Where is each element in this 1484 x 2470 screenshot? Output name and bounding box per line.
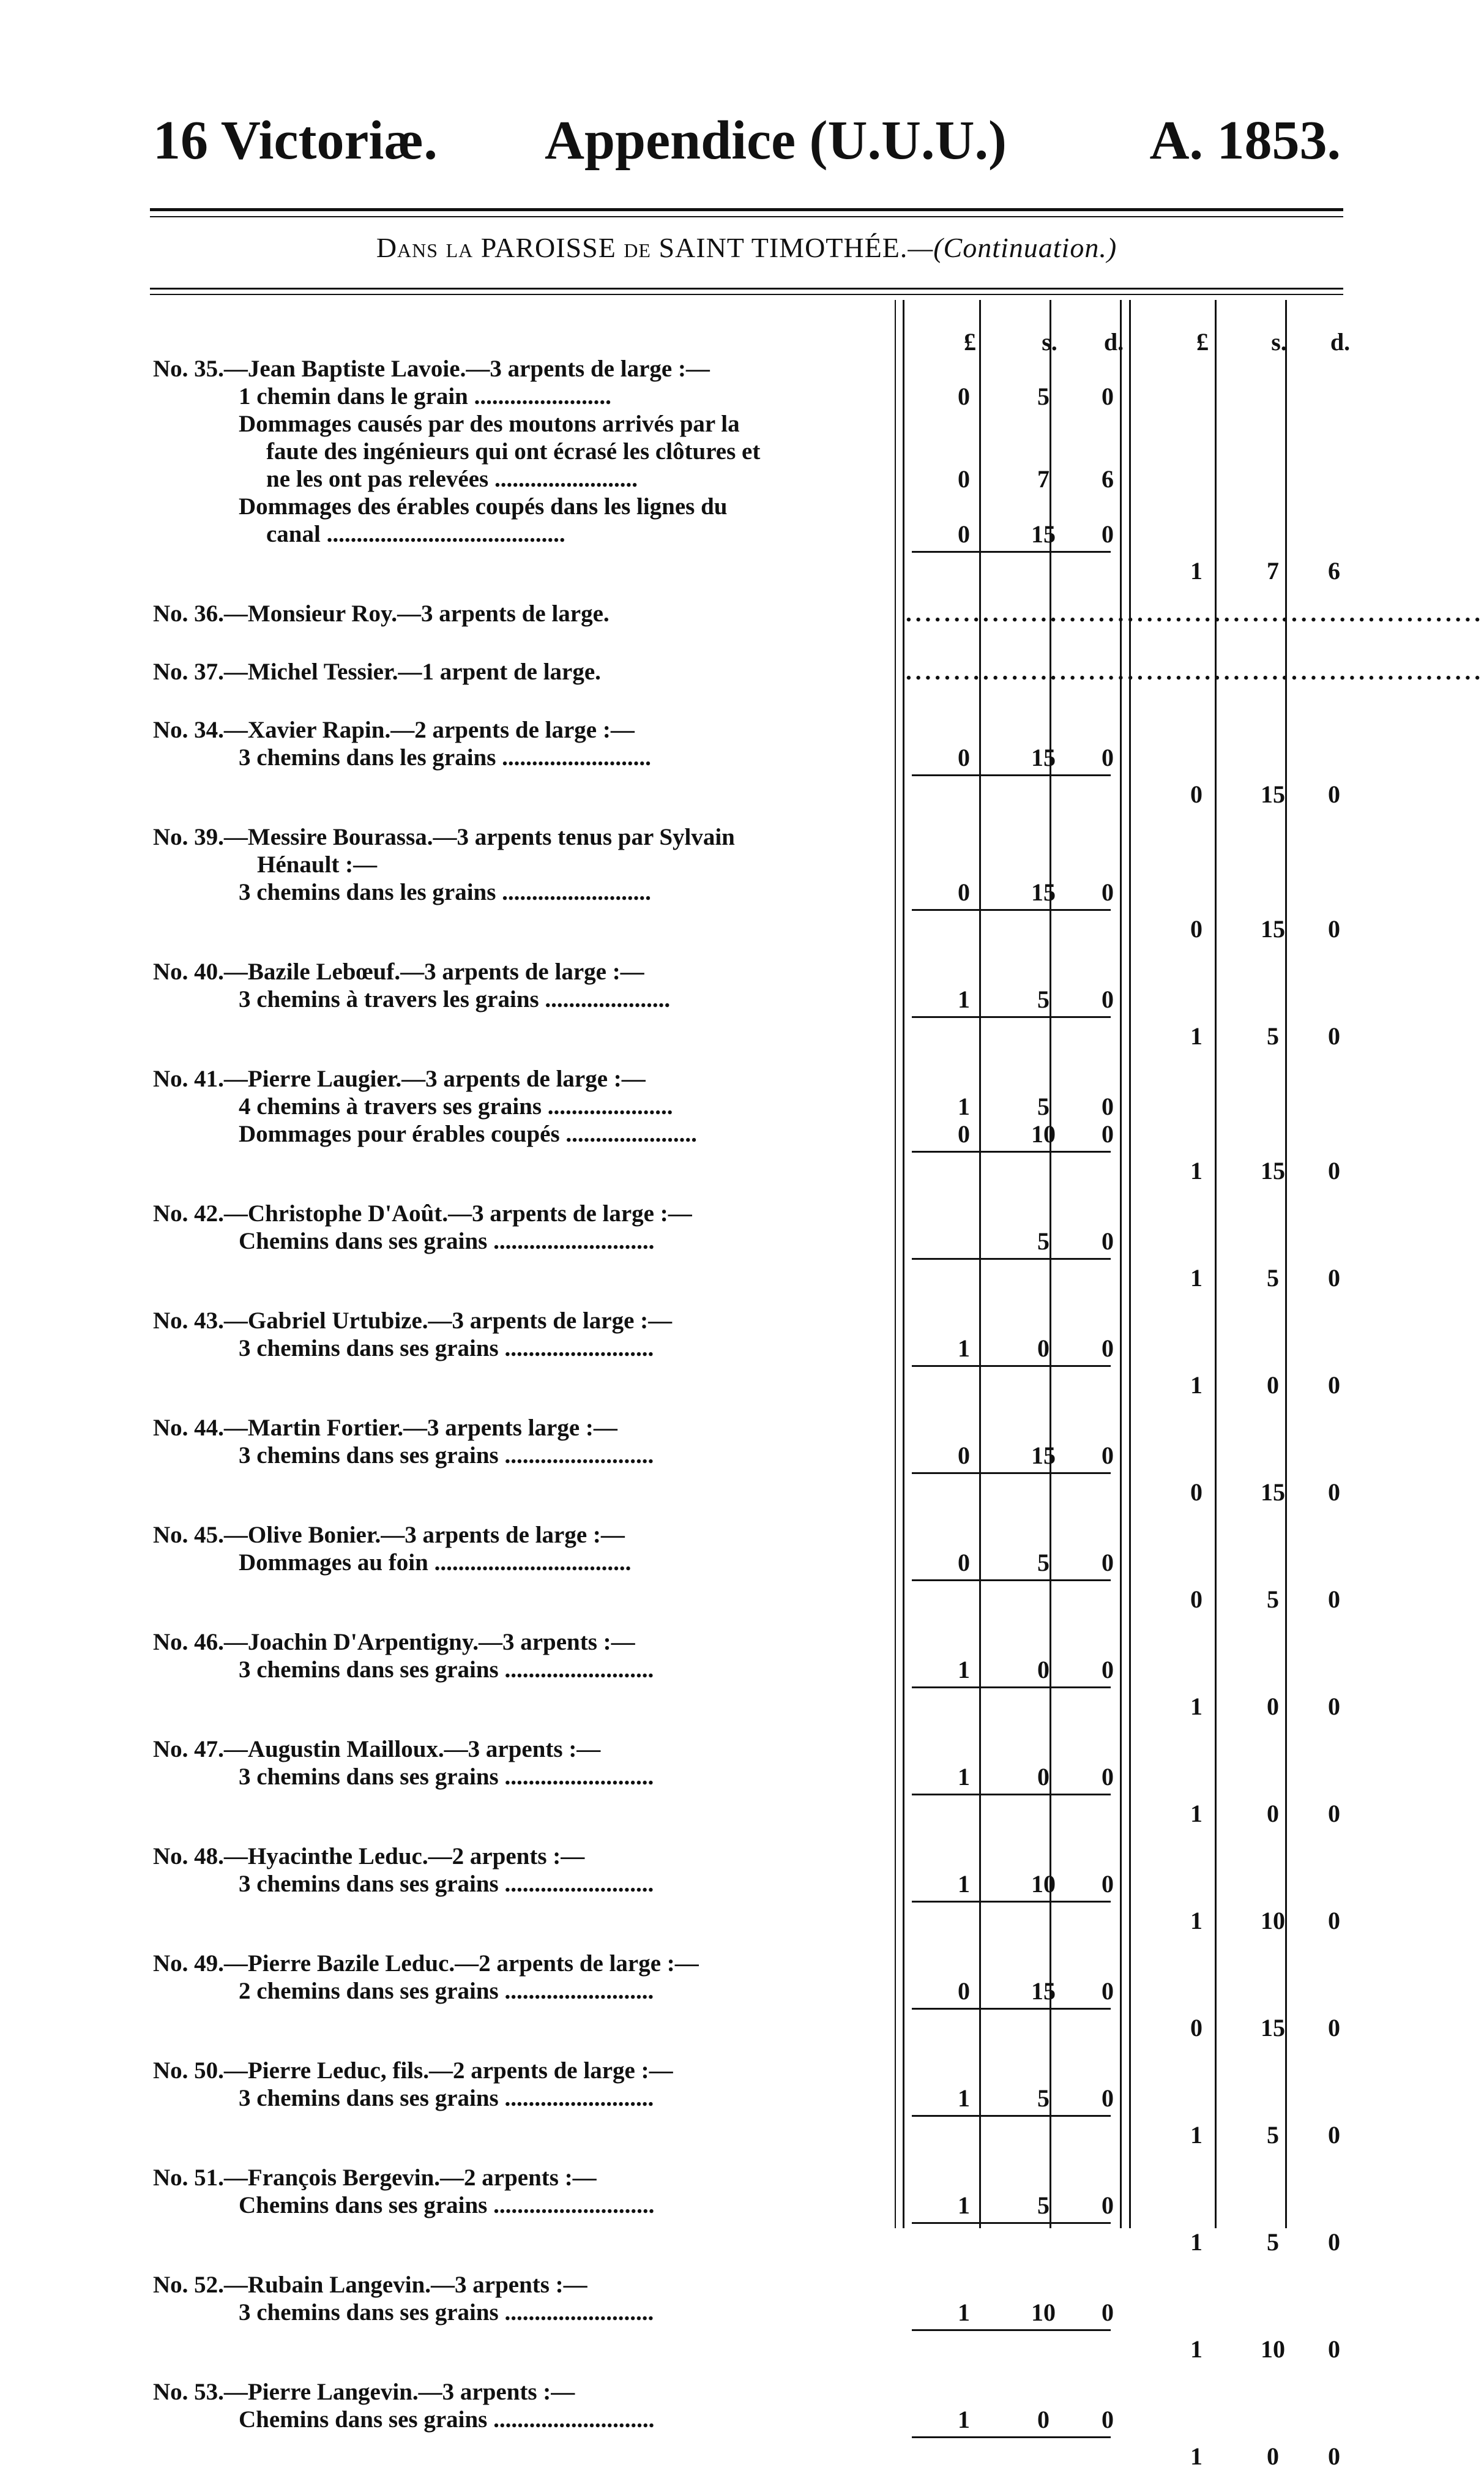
total-pence: 0 (1328, 915, 1340, 943)
item-line: 3 chemins dans ses grains ......................... (239, 1764, 654, 1790)
total-pence: 0 (1328, 2228, 1340, 2256)
column-header: d. (1103, 328, 1124, 356)
header-center: Appendice (U.U.U.) (545, 110, 1007, 171)
amount-shillings: 15 (1031, 878, 1056, 906)
total-shillings: 15 (1261, 1157, 1285, 1184)
amount-shillings: 15 (1031, 1442, 1056, 1469)
subtotal-rule (912, 1686, 1111, 1688)
total-shillings: 5 (1267, 1264, 1279, 1292)
subtotal-rule (912, 909, 1111, 911)
amount-pounds: 0 (958, 383, 970, 410)
item-line: Chemins dans ses grains ........................... (239, 2192, 655, 2218)
total-shillings: 0 (1267, 1800, 1279, 1827)
amount-pence: 0 (1102, 520, 1114, 548)
entry-title: No. 42.—Christophe D'Août.—3 arpents de large :— (153, 1200, 692, 1227)
column-rule (895, 300, 896, 2228)
total-shillings: 15 (1261, 780, 1285, 808)
entry-title-cont: Hénault :— (257, 851, 378, 878)
entry-title: No. 50.—Pierre Leduc, fils.—2 arpents de large :— (153, 2057, 673, 2084)
item-line: 3 chemins dans les grains ......................... (239, 879, 651, 905)
dotted-leader: ............................................................ (906, 659, 1484, 685)
subtotal-rule (912, 2115, 1111, 2117)
subtitle-continuation: —(Continuation.) (908, 232, 1117, 263)
total-pounds: 0 (1190, 780, 1202, 808)
total-pence: 0 (1328, 1264, 1340, 1292)
amount-pence: 0 (1102, 1093, 1114, 1120)
column-rule (1050, 300, 1051, 2228)
total-pounds: 0 (1190, 915, 1202, 943)
total-pence: 0 (1328, 2121, 1340, 2149)
amount-shillings: 5 (1037, 1093, 1050, 1120)
item-line: 3 chemins dans ses grains ......................... (239, 1442, 654, 1469)
item-line: 3 chemins à travers les grains ..................... (239, 986, 671, 1012)
item-line: 1 chemin dans le grain ....................... (239, 383, 611, 410)
column-header: £ (964, 328, 976, 356)
amount-pounds: 0 (958, 465, 970, 493)
amount-shillings: 5 (1037, 383, 1050, 410)
subtitle-place: SAINT TIMOTHÉE. (658, 232, 908, 263)
total-pounds: 1 (1190, 1264, 1202, 1292)
column-header: s. (1271, 328, 1287, 356)
amount-pounds: 0 (958, 520, 970, 548)
total-pounds: 1 (1190, 1157, 1202, 1184)
amount-pence: 0 (1102, 2299, 1114, 2326)
total-shillings: 10 (1261, 2335, 1285, 2363)
total-pence: 0 (1328, 2335, 1340, 2363)
item-line: Dommages causés par des moutons arrivés par la (239, 411, 740, 437)
amount-pounds: 1 (958, 2084, 970, 2112)
total-shillings: 15 (1261, 2014, 1285, 2041)
amount-shillings: 5 (1037, 1549, 1050, 1576)
item-line: 3 chemins dans ses grains ......................... (239, 1335, 654, 1361)
column-rule (979, 300, 981, 2228)
entry-title: No. 43.—Gabriel Urtubize.—3 arpents de large :— (153, 1308, 673, 1334)
total-shillings: 5 (1267, 2121, 1279, 2149)
column-header: d. (1330, 328, 1351, 356)
subtotal-rule (912, 1365, 1111, 1367)
amount-pence: 0 (1102, 744, 1114, 771)
total-shillings: 10 (1261, 1907, 1285, 1934)
item-line: Dommages des érables coupés dans les lignes du (239, 493, 728, 520)
subtitle-dans: Dans (376, 232, 439, 263)
column-rule (1129, 300, 1131, 2228)
total-pounds: 1 (1190, 1022, 1202, 1050)
entry-title: No. 37.—Michel Tessier.—1 arpent de large. (153, 659, 601, 685)
entry-title: No. 46.—Joachin D'Arpentigny.—3 arpents :— (153, 1629, 635, 1655)
subtotal-rule (912, 2436, 1111, 2438)
amount-shillings: 5 (1037, 2084, 1050, 2112)
entry-title: No. 53.—Pierre Langevin.—3 arpents :— (153, 2379, 575, 2405)
amount-pounds: 1 (958, 2406, 970, 2433)
amount-shillings: 5 (1037, 2191, 1050, 2219)
item-line: Chemins dans ses grains ........................... (239, 2406, 655, 2433)
amount-shillings: 0 (1037, 1334, 1050, 1362)
entry-title: No. 44.—Martin Fortier.—3 arpents large :— (153, 1415, 617, 1441)
total-pounds: 1 (1190, 557, 1202, 585)
amount-pence: 0 (1102, 1656, 1114, 1683)
item-line: 3 chemins dans ses grains ......................... (239, 1871, 654, 1897)
subtotal-rule (912, 2008, 1111, 2010)
item-line: faute des ingénieurs qui ont écrasé les clôtures et (266, 438, 761, 465)
entry-title: No. 41.—Pierre Laugier.—3 arpents de large :— (153, 1066, 646, 1092)
entry-title: No. 36.—Monsieur Roy.—3 arpents de large. (153, 601, 610, 627)
amount-shillings: 15 (1031, 744, 1056, 771)
total-pounds: 1 (1190, 1800, 1202, 1827)
subtotal-rule (912, 774, 1111, 776)
amount-pounds: 1 (958, 1334, 970, 1362)
amount-pence: 0 (1102, 1442, 1114, 1469)
entry-title: No. 51.—François Bergevin.—2 arpents :— (153, 2165, 597, 2191)
entry-title: No. 45.—Olive Bonier.—3 arpents de large :— (153, 1522, 625, 1548)
sub-rule (150, 288, 1343, 290)
subtitle (150, 230, 1343, 266)
amount-shillings: 0 (1037, 1763, 1050, 1791)
amount-pence: 0 (1102, 2406, 1114, 2433)
amount-pounds: 1 (958, 2191, 970, 2219)
item-line: 3 chemins dans ses grains ......................... (239, 2085, 654, 2111)
total-pence: 0 (1328, 2014, 1340, 2041)
item-line: 2 chemins dans ses grains ......................... (239, 1978, 654, 2004)
item-line: Dommages au foin ................................. (239, 1549, 632, 1576)
amount-pence: 0 (1102, 1977, 1114, 2005)
amount-shillings: 0 (1037, 1656, 1050, 1683)
total-pence: 0 (1328, 1800, 1340, 1827)
dotted-leader: ............................................................ (906, 601, 1484, 627)
amount-pence: 0 (1102, 2191, 1114, 2219)
amount-pence: 0 (1102, 1227, 1114, 1255)
header-right: A. 1853. (1149, 110, 1341, 171)
subtotal-rule (912, 1016, 1111, 1018)
amount-pence: 6 (1102, 465, 1114, 493)
amount-pounds: 0 (958, 744, 970, 771)
total-shillings: 0 (1267, 1693, 1279, 1720)
subtotal-rule (912, 2222, 1111, 2224)
total-pence: 0 (1328, 1693, 1340, 1720)
header-left: 16 Victoriæ. (153, 110, 438, 171)
column-rule (903, 300, 904, 2228)
total-pounds: 1 (1190, 2121, 1202, 2149)
item-line: 3 chemins dans ses grains ......................... (239, 1656, 654, 1683)
total-pounds: 0 (1190, 1478, 1202, 1506)
entry-title: No. 52.—Rubain Langevin.—3 arpents :— (153, 2272, 587, 2298)
total-shillings: 5 (1267, 1585, 1279, 1613)
column-rule (1120, 300, 1122, 2228)
entry-title: No. 34.—Xavier Rapin.—2 arpents de large :— (153, 717, 635, 743)
amount-pounds: 0 (958, 1442, 970, 1469)
total-pounds: 1 (1190, 2335, 1202, 2363)
entry-title: No. 40.—Bazile Lebœuf.—3 arpents de large :— (153, 959, 644, 985)
subtotal-rule (912, 1901, 1111, 1903)
amount-shillings: 15 (1031, 520, 1056, 548)
amount-pence: 0 (1102, 1763, 1114, 1791)
amount-pence: 0 (1102, 383, 1114, 410)
total-pounds: 1 (1190, 2228, 1202, 2256)
entry-title: No. 49.—Pierre Bazile Leduc.—2 arpents de large :— (153, 1950, 699, 1977)
total-pence: 0 (1328, 1585, 1340, 1613)
total-pence: 6 (1328, 557, 1340, 585)
subtotal-rule (912, 1579, 1111, 1581)
column-header: s. (1042, 328, 1057, 356)
amount-pounds: 0 (958, 1549, 970, 1576)
amount-shillings: 10 (1031, 2299, 1056, 2326)
subtitle-paroisse: PAROISSE (480, 232, 616, 263)
entry-title: No. 35.—Jean Baptiste Lavoie.—3 arpents de large :— (153, 356, 710, 382)
amount-pounds: 1 (958, 986, 970, 1013)
total-pence: 0 (1328, 1157, 1340, 1184)
subtotal-rule (912, 551, 1111, 553)
entry-title: No. 39.—Messire Bourassa.—3 arpents tenus par Sylvain (153, 824, 735, 850)
total-shillings: 15 (1261, 1478, 1285, 1506)
amount-shillings: 7 (1037, 465, 1050, 493)
column-header: £ (1196, 328, 1209, 356)
total-shillings: 5 (1267, 2228, 1279, 2256)
total-pounds: 1 (1190, 2442, 1202, 2470)
amount-pounds: 1 (958, 1093, 970, 1120)
sub-rule-thin (150, 294, 1343, 295)
total-pounds: 1 (1190, 1693, 1202, 1720)
total-shillings: 15 (1261, 915, 1285, 943)
total-pence: 0 (1328, 1907, 1340, 1934)
total-pence: 0 (1328, 2442, 1340, 2470)
amount-pounds: 0 (958, 1120, 970, 1148)
amount-shillings: 15 (1031, 1977, 1056, 2005)
total-pounds: 1 (1190, 1907, 1202, 1934)
amount-pence: 0 (1102, 1870, 1114, 1898)
amount-shillings: 10 (1031, 1120, 1056, 1148)
subtitle-de: de (624, 232, 651, 263)
item-line: 3 chemins dans les grains ......................... (239, 744, 651, 771)
amount-pounds: 1 (958, 1870, 970, 1898)
amount-pence: 0 (1102, 1549, 1114, 1576)
item-line: Chemins dans ses grains ........................... (239, 1228, 655, 1254)
amount-pounds: 1 (958, 1763, 970, 1791)
amount-pence: 0 (1102, 986, 1114, 1013)
total-pence: 0 (1328, 1478, 1340, 1506)
subtotal-rule (912, 1151, 1111, 1153)
amount-shillings: 5 (1037, 1227, 1050, 1255)
item-line: ne les ont pas relevées ........................ (266, 466, 638, 492)
top-rule-thin (150, 216, 1343, 217)
total-shillings: 7 (1267, 557, 1279, 585)
total-pounds: 0 (1190, 2014, 1202, 2041)
amount-pounds: 1 (958, 2299, 970, 2326)
entry-title: No. 48.—Hyacinthe Leduc.—2 arpents :— (153, 1843, 585, 1869)
total-pence: 0 (1328, 780, 1340, 808)
amount-shillings: 0 (1037, 2406, 1050, 2433)
entry-title: No. 47.—Augustin Mailloux.—3 arpents :— (153, 1736, 601, 1762)
amount-pence: 0 (1102, 1334, 1114, 1362)
item-line: 4 chemins à travers ses grains ..................... (239, 1093, 673, 1120)
subtotal-rule (912, 1794, 1111, 1795)
item-line: Dommages pour érables coupés ...................... (239, 1121, 697, 1147)
total-shillings: 5 (1267, 1022, 1279, 1050)
amount-pounds: 1 (958, 1656, 970, 1683)
subtitle-la: la (446, 232, 474, 263)
total-pounds: 1 (1190, 1371, 1202, 1399)
amount-pence: 0 (1102, 2084, 1114, 2112)
amount-pounds: 0 (958, 878, 970, 906)
amount-shillings: 5 (1037, 986, 1050, 1013)
amount-pence: 0 (1102, 1120, 1114, 1148)
total-pence: 0 (1328, 1022, 1340, 1050)
subtotal-rule (912, 1472, 1111, 1474)
total-pounds: 0 (1190, 1585, 1202, 1613)
amount-pounds: 0 (958, 1977, 970, 2005)
top-rule (150, 208, 1343, 211)
total-shillings: 0 (1267, 2442, 1279, 2470)
item-line: 3 chemins dans ses grains ......................... (239, 2299, 654, 2326)
subtotal-rule (912, 1258, 1111, 1260)
item-line: canal ........................................ (266, 521, 565, 547)
total-shillings: 0 (1267, 1371, 1279, 1399)
subtotal-rule (912, 2329, 1111, 2331)
total-pence: 0 (1328, 1371, 1340, 1399)
amount-shillings: 10 (1031, 1870, 1056, 1898)
amount-pence: 0 (1102, 878, 1114, 906)
